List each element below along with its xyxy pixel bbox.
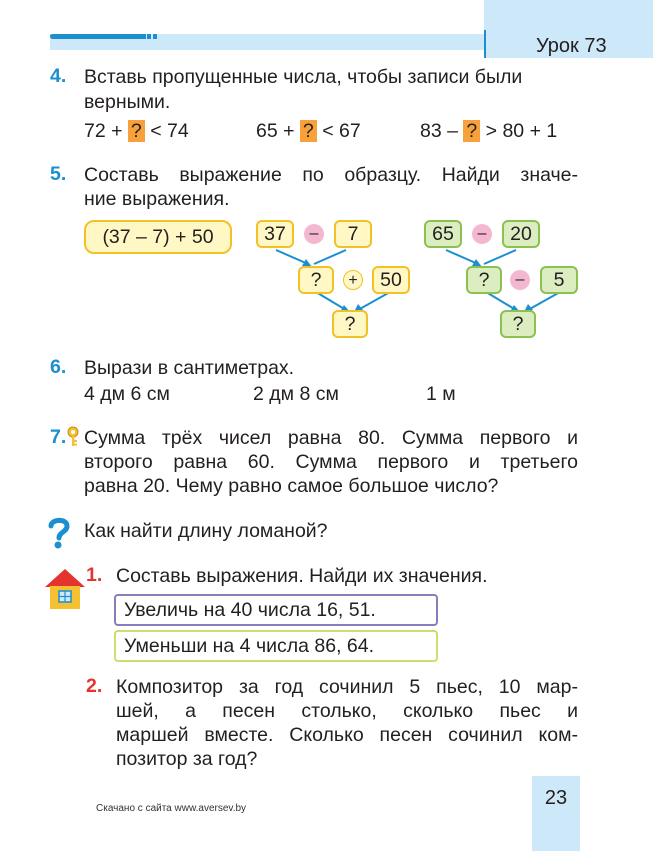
diagram-unknown[interactable]: ? [466, 266, 502, 294]
expr-part: < 67 [322, 120, 361, 142]
task-text: маршей вместе. Сколько песен сочинил ком- [116, 724, 578, 746]
operation-sign: + [343, 270, 363, 290]
diagram-number: 7 [334, 220, 372, 248]
task-text: второго равна 60. Сумма первого и третьего [84, 451, 578, 473]
expr-part: 65 + [256, 120, 295, 142]
diagram-result[interactable]: ? [500, 310, 536, 338]
operation-sign: – [304, 224, 324, 244]
homework-number: 2. [86, 675, 103, 697]
task-number: 5. [50, 163, 67, 185]
page-number: 23 [544, 787, 568, 809]
expression-box: Увеличь на 40 числа 16, 51. [114, 594, 438, 626]
inequality [256, 119, 361, 143]
missing-number-box[interactable]: ? [128, 120, 145, 142]
inequality [420, 119, 557, 143]
diagram-result[interactable]: ? [332, 310, 368, 338]
inequality [84, 119, 189, 143]
task-text: позитор за год? [116, 748, 258, 770]
task-number: 4. [50, 65, 67, 87]
expression-box: Уменьши на 4 числа 86, 64. [114, 630, 438, 662]
task-text: Составь выражения. Найди их значения. [116, 565, 488, 587]
lesson-tab-edge [484, 30, 486, 58]
diagram-number: 50 [372, 266, 410, 294]
question-text: Как найти длину ломаной? [84, 520, 328, 542]
expr-part: 72 + [84, 120, 123, 142]
task-text: Сумма трёх чисел равна 80. Сумма первого и [84, 427, 578, 449]
task-text: Композитор за год сочинил 5 пьес, 10 мар- [116, 676, 578, 698]
missing-number-box[interactable]: ? [463, 120, 480, 142]
lesson-title: Урок 73 [536, 35, 607, 57]
operation-sign: – [510, 270, 530, 290]
task-text: Вырази в сантиметрах. [84, 357, 295, 379]
task-number: 6. [50, 356, 67, 378]
sample-expression: (37 – 7) + 50 [84, 220, 232, 254]
header-dot [153, 34, 157, 39]
house-icon [44, 567, 86, 611]
task-text: шей, а песен столько, сколько пьес и [116, 700, 578, 722]
task-text: равна 20. Чему равно самое большое число? [84, 475, 499, 497]
measurement: 4 дм 6 см [84, 383, 170, 405]
diagram-number: 5 [540, 266, 578, 294]
task-text: Составь выражение по образцу. Найди значе- [84, 164, 578, 186]
task-number: 7. [50, 426, 67, 448]
diagram-number: 37 [256, 220, 294, 248]
expr-part: < 74 [150, 120, 189, 142]
expr-part: 83 – [420, 120, 458, 142]
task-text: верными. [84, 91, 171, 113]
operation-sign: – [472, 224, 492, 244]
question-mark-icon [46, 516, 72, 550]
measurement: 2 дм 8 см [253, 383, 339, 405]
expr-part: > 80 + 1 [485, 120, 558, 142]
diagram-number: 20 [502, 220, 540, 248]
task-text: Вставь пропущенные числа, чтобы записи были [84, 66, 523, 88]
diagram-unknown[interactable]: ? [298, 266, 334, 294]
diagram-number: 65 [424, 220, 462, 248]
homework-number: 1. [86, 564, 103, 586]
missing-number-box[interactable]: ? [300, 120, 317, 142]
key-icon [66, 426, 80, 448]
task-text: ние выражения. [84, 188, 230, 210]
header-stripe [50, 34, 146, 39]
header-dot [147, 34, 151, 39]
measurement: 1 м [426, 383, 456, 405]
source-note: Скачано с сайта www.aversev.by [96, 803, 247, 814]
